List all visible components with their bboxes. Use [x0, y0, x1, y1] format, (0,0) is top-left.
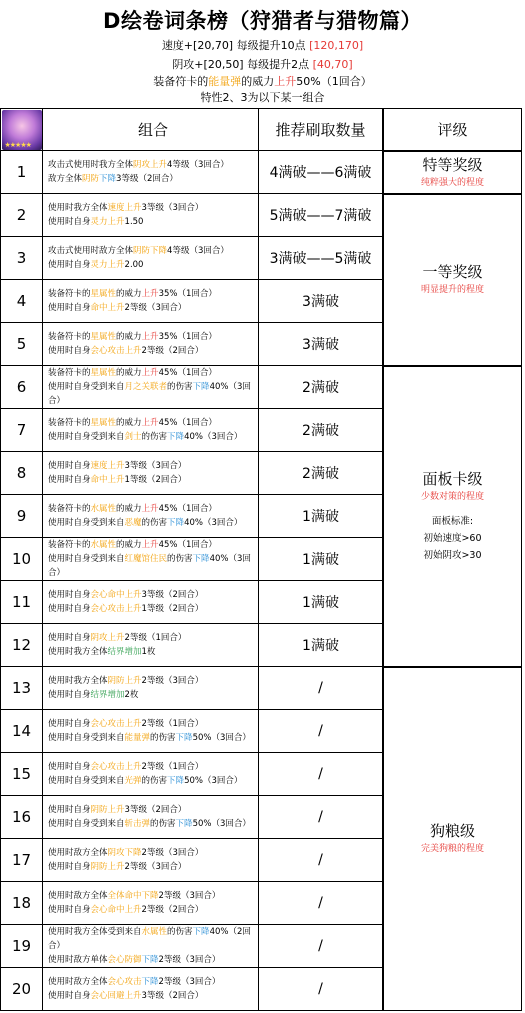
combo-segment: 装备符卡的 — [48, 332, 91, 342]
combo-segment: 灵力上升 — [90, 260, 125, 270]
combo-segment: 3等级（2回合） — [141, 991, 204, 1001]
combo-segment: 使用时自身 — [48, 991, 91, 1001]
combo-segment: 35%（1回合） — [158, 332, 217, 342]
combo-line2 — [48, 172, 178, 186]
rating-desc: 纯粹强大的程度 — [420, 177, 484, 188]
row-combo — [42, 623, 258, 666]
combo-line2 — [48, 516, 242, 530]
rating-group — [382, 150, 522, 193]
combo-segment: 50%（3回合） — [192, 819, 251, 829]
combo-line1 — [48, 502, 217, 516]
combo-segment: 50%（3回合） — [184, 776, 243, 786]
combo-segment: 阴防 — [82, 174, 100, 184]
combo-segment: 阴攻上升 — [133, 160, 168, 170]
combo-segment: 3等级（2回合） — [116, 174, 178, 184]
row-combo — [42, 365, 258, 408]
combo-segment: 1等级（2回合） — [124, 475, 187, 485]
row-number: 2 — [0, 193, 42, 236]
combo-segment: 攻击式使用时敌方全体 — [48, 246, 134, 256]
row-combo — [42, 494, 258, 537]
combo-segment: 的伤害 — [167, 927, 193, 937]
combo-segment: 45%（1回合） — [158, 540, 217, 550]
combo-line1 — [48, 459, 186, 473]
combo-segment: 2等级（3回合） — [124, 303, 187, 313]
combo-segment: 2等级（3回合） — [141, 848, 204, 858]
combo-segment: 使用时自身受到来自 — [48, 819, 125, 829]
combo-segment: 4等级（3回合） — [167, 246, 229, 256]
combo-segment: 下降 — [192, 554, 210, 564]
combo-segment: 结界增加 — [90, 690, 125, 700]
row-number: 17 — [0, 838, 42, 881]
combo-segment: 下降 — [167, 432, 185, 442]
combo-segment: 上升 — [141, 368, 159, 378]
combo-line1 — [48, 201, 203, 215]
speed-line — [0, 36, 525, 55]
combo-segment: 会心攻击上升 — [90, 604, 142, 614]
combo-segment: 上升 — [141, 289, 159, 299]
combo-segment: 下降 — [141, 955, 159, 965]
card-text-e: 50%（1回合） — [296, 75, 372, 88]
combo-segment: 恶魔 — [124, 518, 142, 528]
header-rating: 评级 — [382, 108, 522, 150]
row-recommend: 1满破 — [258, 537, 382, 580]
combo-line2 — [48, 258, 143, 272]
combo-segment: 使用时自身 — [48, 590, 91, 600]
rating-desc: 完美狗粮的程度 — [420, 844, 484, 854]
rating-name: 狗粮级 — [429, 822, 475, 840]
ranking-table — [0, 108, 522, 1011]
combo-line1 — [48, 674, 203, 688]
combo-segment: 上升 — [141, 540, 159, 550]
row-number: 11 — [0, 580, 42, 623]
combo-segment: 下降 — [175, 733, 193, 743]
combo-segment: 45%（1回合） — [158, 368, 217, 378]
avatar — [2, 110, 42, 150]
combo-segment: 下降 — [175, 819, 193, 829]
card-text-c: 的威力 — [241, 75, 275, 88]
combo-segment: 会心回避上升 — [90, 991, 142, 1001]
combo-segment: 星属性 — [90, 289, 117, 299]
rating-criteria: 初始速度>60 — [423, 533, 482, 544]
row-recommend: 1满破 — [258, 623, 382, 666]
combo-line2 — [48, 380, 258, 408]
combo-segment: 装备符卡的 — [48, 504, 91, 514]
combo-segment: 下降 — [141, 977, 159, 987]
combo-segment: 2等级（2回合） — [141, 905, 204, 915]
combo-segment: 使用时自身 — [48, 862, 91, 872]
combo-segment: 会心攻击上升 — [90, 346, 142, 356]
row-recommend: / — [258, 967, 382, 1010]
combo-segment: 使用时自身 — [48, 805, 91, 815]
combo-segment: 2等级（3回合） — [124, 862, 187, 872]
combo-segment: 速度上升 — [107, 203, 142, 213]
combo-segment: 使用时自身受到来自 — [48, 776, 125, 786]
header-combo: 组合 — [42, 108, 258, 150]
row-combo — [42, 881, 258, 924]
combo-segment: 阴防下降 — [133, 246, 168, 256]
combo-segment: 2枚 — [124, 690, 139, 700]
table-header-row — [0, 108, 522, 150]
combo-segment: 的威力 — [116, 289, 142, 299]
combo-segment: 下降 — [192, 927, 210, 937]
row-recommend: / — [258, 666, 382, 709]
rating-group — [382, 193, 522, 365]
combo-segment: 的威力 — [116, 368, 142, 378]
row-recommend: / — [258, 838, 382, 881]
combo-line2 — [48, 688, 138, 702]
combo-segment: 使用时敌方全体 — [48, 977, 108, 987]
card-text-b: 能量弹 — [208, 75, 242, 88]
combo-line1 — [48, 538, 217, 552]
combo-segment: 的伤害 — [150, 733, 176, 743]
row-combo — [42, 709, 258, 752]
combo-segment: 使用时我方全体受到来自 — [48, 927, 142, 937]
combo-segment: 的伤害 — [150, 819, 176, 829]
combo-segment: 2.00 — [124, 260, 144, 270]
combo-segment: 会心攻击上升 — [90, 719, 142, 729]
combo-segment: 的伤害 — [167, 382, 193, 392]
combo-segment: 使用时敌方全体 — [48, 891, 108, 901]
combo-segment: 2等级（3回合） — [158, 891, 221, 901]
combo-line2 — [48, 552, 258, 580]
combo-line1 — [48, 588, 203, 602]
row-number: 8 — [0, 451, 42, 494]
combo-segment: 的伤害 — [141, 518, 168, 528]
row-recommend: / — [258, 709, 382, 752]
card-line — [0, 74, 525, 90]
combo-segment: 使用时敌方单体 — [48, 955, 108, 965]
star-icons: ★★★★★ — [4, 140, 31, 149]
combo-line2 — [48, 645, 155, 659]
rating-criteria: 面板标准: — [431, 516, 474, 527]
row-combo — [42, 279, 258, 322]
combo-line1 — [48, 846, 203, 860]
row-number: 18 — [0, 881, 42, 924]
combo-line1 — [48, 889, 220, 903]
combo-line2 — [48, 774, 242, 788]
combo-line2 — [48, 602, 203, 616]
combo-segment: 使用时自身 — [48, 762, 91, 772]
row-number: 6 — [0, 365, 42, 408]
header — [0, 0, 525, 106]
row-recommend: 3满破 — [258, 322, 382, 365]
combo-segment: 使用时自身 — [48, 260, 91, 270]
speed-range: [120,170] — [309, 39, 364, 52]
combo-segment: 的威力 — [116, 540, 142, 550]
combo-segment: 星属性 — [90, 368, 117, 378]
combo-segment: 使用时自身 — [48, 217, 91, 227]
combo-segment: 装备符卡的 — [48, 418, 91, 428]
combo-segment: 下降 — [192, 382, 210, 392]
row-recommend: 2满破 — [258, 408, 382, 451]
combo-line2 — [48, 817, 251, 831]
combo-line1 — [48, 158, 229, 172]
page-title: D绘卷词条榜（狩猎者与猎物篇） — [103, 9, 422, 33]
combo-segment: 会心防御 — [107, 955, 142, 965]
row-number: 5 — [0, 322, 42, 365]
combo-line2 — [48, 953, 220, 967]
rating-desc: 少数对策的程度 — [420, 492, 484, 502]
row-combo — [42, 795, 258, 838]
combo-segment: 的伤害 — [167, 554, 193, 564]
combo-segment: 攻击式使用时我方全体 — [48, 160, 134, 170]
combo-segment: 下降 — [167, 776, 185, 786]
combo-line1 — [48, 416, 217, 430]
combo-segment: 4等级（3回合） — [167, 160, 229, 170]
combo-segment: 全体命中下降 — [107, 891, 159, 901]
combo-segment: 40%（3回合） — [184, 518, 243, 528]
row-number: 3 — [0, 236, 42, 279]
card-text-d: 上升 — [274, 75, 297, 88]
combo-segment: 40%（3回合） — [48, 554, 251, 578]
rating-group — [382, 365, 522, 666]
rating-criteria: 初始阴攻>30 — [423, 550, 482, 561]
row-combo — [42, 580, 258, 623]
combo-segment: 使用时自身 — [48, 346, 91, 356]
row-combo — [42, 666, 258, 709]
rating-name: 一等奖级 — [422, 263, 483, 281]
row-number: 10 — [0, 537, 42, 580]
combo-line2 — [48, 731, 251, 745]
row-combo — [42, 193, 258, 236]
combo-segment: 斩击弹 — [124, 819, 151, 829]
combo-segment: 2等级（1回合） — [141, 762, 204, 772]
row-recommend: / — [258, 881, 382, 924]
combo-segment: 阴攻上升 — [90, 633, 125, 643]
combo-segment: 使用时我方全体 — [48, 647, 108, 657]
defense-line — [0, 55, 525, 74]
combo-segment: 使用时自身 — [48, 690, 91, 700]
combo-line1 — [48, 366, 217, 380]
combo-segment: 装备符卡的 — [48, 289, 91, 299]
speed-text: 速度+[20,70] 每级提升10点 — [161, 39, 310, 52]
combo-line1 — [48, 975, 220, 989]
combo-line2 — [48, 215, 143, 229]
combo-segment: 上升 — [141, 418, 159, 428]
combo-segment: 的伤害 — [141, 432, 168, 442]
combo-segment: 1.50 — [124, 217, 144, 227]
defense-range: [40,70] — [312, 58, 353, 71]
combo-segment: 使用时自身 — [48, 719, 91, 729]
combo-segment: 3等级（2回合） — [141, 590, 204, 600]
row-recommend: / — [258, 795, 382, 838]
combo-segment: 的威力 — [116, 504, 142, 514]
combo-line2 — [48, 860, 186, 874]
combo-segment: 的伤害 — [141, 776, 168, 786]
row-combo — [42, 150, 258, 193]
combo-segment: 2等级（3回合） — [158, 977, 221, 987]
defense-text: 阴攻+[20,50] 每级提升2点 — [172, 58, 313, 71]
combo-segment: 会心命中上升 — [90, 905, 142, 915]
combo-segment: 装备符卡的 — [48, 368, 91, 378]
row-combo — [42, 408, 258, 451]
combo-line1 — [48, 244, 229, 258]
rating-name: 特等奖级 — [422, 155, 483, 174]
combo-segment: 2等级（2回合） — [141, 346, 204, 356]
combo-segment: 能量弹 — [124, 733, 151, 743]
combo-segment: 使用时我方全体 — [48, 203, 108, 213]
combo-line1 — [48, 803, 186, 817]
combo-segment: 3等级（3回合） — [124, 461, 187, 471]
combo-segment: 使用时自身 — [48, 461, 91, 471]
combo-segment: 2等级（3回合） — [141, 676, 204, 686]
combo-segment: 结界增加 — [107, 647, 142, 657]
header-avatar-cell — [0, 108, 42, 150]
row-recommend: 1满破 — [258, 580, 382, 623]
row-recommend: 1满破 — [258, 494, 382, 537]
combo-segment: 使用时自身受到来自 — [48, 733, 125, 743]
combo-segment: 阴防上升 — [107, 676, 142, 686]
combo-segment: 40%（3回合） — [184, 432, 243, 442]
combo-line1 — [48, 631, 186, 645]
combo-segment: 3等级（2回合） — [124, 805, 187, 815]
combo-segment: 会心攻击上升 — [90, 762, 142, 772]
row-recommend: 2满破 — [258, 451, 382, 494]
combo-segment: 剑士 — [124, 432, 142, 442]
combo-segment: 1等级（2回合） — [141, 604, 204, 614]
row-recommend: 5满破——7满破 — [258, 193, 382, 236]
row-combo — [42, 322, 258, 365]
row-recommend: / — [258, 752, 382, 795]
combo-segment: 水属性 — [90, 504, 117, 514]
combo-segment: 2等级（1回合） — [141, 719, 204, 729]
row-recommend: / — [258, 924, 382, 967]
row-recommend: 2满破 — [258, 365, 382, 408]
combo-segment: 40%（3回合） — [48, 382, 251, 406]
combo-segment: 月之关联者 — [124, 382, 168, 392]
combo-segment: 40%（2回合） — [48, 927, 251, 951]
combo-segment: 星属性 — [90, 418, 117, 428]
header-recommend: 推荐刷取数量 — [258, 108, 382, 150]
row-combo — [42, 924, 258, 967]
combo-segment: 45%（1回合） — [158, 418, 217, 428]
row-number: 20 — [0, 967, 42, 1010]
combo-line1 — [48, 925, 258, 953]
combo-segment: 使用时自身 — [48, 475, 91, 485]
combo-segment: 命中上升 — [90, 475, 125, 485]
row-combo — [42, 451, 258, 494]
combo-line2 — [48, 989, 203, 1003]
row-number: 15 — [0, 752, 42, 795]
combo-line1 — [48, 717, 203, 731]
combo-segment: 阴防上升 — [90, 805, 125, 815]
combo-segment: 灵力上升 — [90, 217, 125, 227]
combo-line2 — [48, 473, 186, 487]
combo-segment: 水属性 — [141, 927, 168, 937]
combo-line2 — [48, 301, 186, 315]
rating-group — [382, 666, 522, 1010]
combo-segment: 阴防上升 — [90, 862, 125, 872]
combo-segment: 1枚 — [141, 647, 156, 657]
combo-segment: 使用时自身 — [48, 905, 91, 915]
card-text-a: 装备符卡的 — [153, 75, 209, 88]
combo-segment: 速度上升 — [90, 461, 125, 471]
row-number: 13 — [0, 666, 42, 709]
row-number: 19 — [0, 924, 42, 967]
row-combo — [42, 236, 258, 279]
row-number: 12 — [0, 623, 42, 666]
combo-segment: 2等级（3回合） — [158, 955, 221, 965]
combo-line1 — [48, 760, 203, 774]
combo-segment: 上升 — [141, 504, 159, 514]
combo-segment: 水属性 — [90, 540, 117, 550]
row-number: 4 — [0, 279, 42, 322]
table-bottom-border — [0, 1010, 522, 1011]
row-number: 9 — [0, 494, 42, 537]
row-recommend: 4满破——6满破 — [258, 150, 382, 193]
combo-segment: 使用时自身受到来自 — [48, 518, 125, 528]
combo-line1 — [48, 330, 217, 344]
combo-segment: 会心命中上升 — [90, 590, 142, 600]
combo-segment: 命中上升 — [90, 303, 125, 313]
combo-segment: 的威力 — [116, 332, 142, 342]
combo-segment: 2等级（1回合） — [124, 633, 187, 643]
rating-name: 面板卡级 — [422, 470, 483, 488]
row-combo — [42, 752, 258, 795]
rating-desc: 明显提升的程度 — [420, 285, 484, 295]
row-number: 7 — [0, 408, 42, 451]
combo-segment: 35%（1回合） — [158, 289, 217, 299]
combo-segment: 使用时自身 — [48, 303, 91, 313]
row-number: 16 — [0, 795, 42, 838]
row-recommend: 3满破——5满破 — [258, 236, 382, 279]
combo-segment: 使用时自身受到来自 — [48, 432, 125, 442]
combo-segment: 红魔馆住民 — [124, 554, 168, 564]
row-recommend: 3满破 — [258, 279, 382, 322]
combo-segment: 下降 — [99, 174, 117, 184]
row-number: 1 — [0, 150, 42, 193]
row-combo — [42, 967, 258, 1010]
combo-segment: 使用时自身 — [48, 604, 91, 614]
combo-segment: 使用时自身受到来自 — [48, 554, 125, 564]
row-combo — [42, 838, 258, 881]
combo-segment: 装备符卡的 — [48, 540, 91, 550]
combo-segment: 光弹 — [124, 776, 142, 786]
combo-line2 — [48, 344, 203, 358]
combo-segment: 会心攻击 — [107, 977, 142, 987]
row-number: 14 — [0, 709, 42, 752]
trait-line: 特性2、3为以下某一组合 — [200, 91, 325, 104]
combo-segment: 阴攻下降 — [107, 848, 142, 858]
combo-segment: 3等级（3回合） — [141, 203, 204, 213]
combo-segment: 使用时自身受到来自 — [48, 382, 125, 392]
combo-segment: 使用时我方全体 — [48, 676, 108, 686]
combo-segment: 的威力 — [116, 418, 142, 428]
combo-segment: 星属性 — [90, 332, 117, 342]
combo-segment: 敌方全体 — [48, 174, 83, 184]
combo-segment: 下降 — [167, 518, 185, 528]
combo-line2 — [48, 903, 203, 917]
combo-segment: 45%（1回合） — [158, 504, 217, 514]
combo-line2 — [48, 430, 242, 444]
row-combo — [42, 537, 258, 580]
combo-segment: 50%（3回合） — [192, 733, 251, 743]
combo-segment: 使用时自身 — [48, 633, 91, 643]
combo-line1 — [48, 287, 217, 301]
combo-segment: 上升 — [141, 332, 159, 342]
combo-segment: 使用时敌方全体 — [48, 848, 108, 858]
